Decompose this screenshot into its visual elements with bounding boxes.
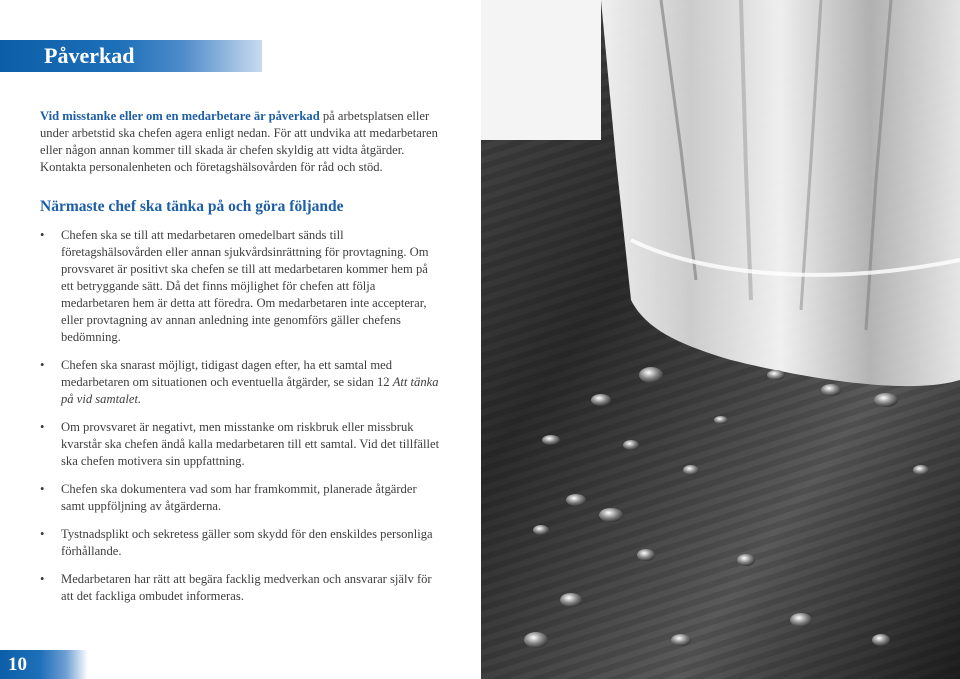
list-item-text: Chefen ska se till att medarbetaren omedelbart sänds till företagshälsovården eller annan sjukvårdsinrättning för provtagning. Om provsvaret är positivt ska chefen se till att medarbetaren kommer hem på ett betryggande sätt. Då det finns möjlighet för chefen att följa medarbetaren hem är detta att föredra. Om medarbetaren inte accepterar, eller provtagning av annan anledning inte genomförs gäller chefens bedömning. <box>61 228 429 344</box>
list-item-text: Om provsvaret är negativt, men misstanke om riskbruk eller missbruk kvarstår ska chefen ändå kalla medarbetaren till ett samtal. Vid det tillfället ska chefen motivera sin uppfattning. <box>61 420 440 468</box>
page-title: Påverkad <box>44 43 135 68</box>
page-reference: Att tänka på vid samtalet. <box>61 375 439 406</box>
title-bar <box>0 40 262 72</box>
section-heading: Närmaste chef ska tänka på och göra följande <box>40 198 344 215</box>
list-item <box>40 571 440 605</box>
list-item-text: Chefen ska snarast möjligt, tidigast dagen efter, ha ett samtal med medarbetaren om situationen och eventuella åtgärder, se sidan 12 <box>61 358 393 389</box>
bullet-icon: • <box>40 358 45 372</box>
intro-paragraph <box>40 108 440 176</box>
text-column <box>40 108 440 616</box>
list-item-text: Medarbetaren har rätt att begära facklig medverkan och ansvarar själv för att det fackliga ombudet informeras. <box>61 572 432 603</box>
bullet-icon: • <box>40 572 45 586</box>
intro-lead: Vid misstanke eller om en medarbetare är påverkad <box>40 109 320 123</box>
list-item <box>40 357 440 408</box>
glass-water-photo <box>481 0 960 679</box>
bullet-icon: • <box>40 228 45 242</box>
bullet-icon: • <box>40 527 45 541</box>
intro-rest: på arbetsplatsen eller under arbetstid ska chefen agera enligt nedan. För att undvika att medarbetaren eller någon annan kommer till skada är chefen skyldig att vidta åtgärder. Kontakta personalenheten och företagshälsovården för råd och stöd. <box>40 109 438 174</box>
list-item <box>40 227 440 346</box>
list-item-text: Chefen ska dokumentera vad som har framkommit, planerade åtgärder samt uppföljning av åtgärderna. <box>61 482 417 513</box>
page-number: 10 <box>8 654 27 675</box>
page-number-bar <box>0 650 88 679</box>
list-item-text: Tystnadsplikt och sekretess gäller som skydd för den enskildes personliga förhållande. <box>61 527 433 558</box>
bullet-icon: • <box>40 482 45 496</box>
bullet-list <box>40 227 440 605</box>
list-item <box>40 419 440 470</box>
list-item <box>40 481 440 515</box>
list-item <box>40 526 440 560</box>
bullet-icon: • <box>40 420 45 434</box>
